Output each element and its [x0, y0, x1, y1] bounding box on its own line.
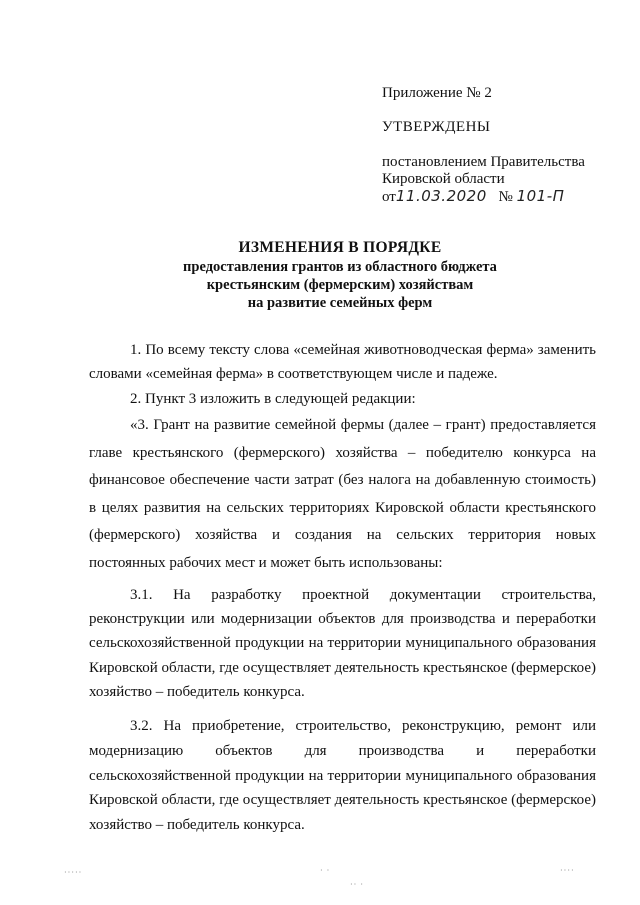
handwritten-number: 101-П: [516, 187, 565, 205]
date-prefix: от: [382, 189, 396, 205]
paragraph-3: «3. Грант на развитие семейной фермы (далее – грант) предоставляется главе крестьянского (фермерского) хозяйства – победителю конкурса на финансовое обеспечение части затрат (без налога на добавленную стоимость) в целях развития на сельских территориях Кировской области крестьянского (фермерского) хозяйства и создания на сельских территория новых постоянных рабочих мест и может быть использованы:: [89, 417, 596, 571]
scan-speck: ····: [560, 866, 575, 875]
decree-reference: [382, 154, 585, 206]
decree-line-2: Кировской области: [382, 171, 505, 187]
appendix-label: Приложение № 2: [382, 85, 492, 101]
paragraph-3-2: 3.2. На приобретение, строительство, реконструкцию, ремонт или модернизацию объектов для производства и переработки сельскохозяйственной продукции на территории муниципального образования Кировской области, где осуществляет деятельность крестьянское (фермерское) хозяйство – победитель конкурса.: [89, 718, 596, 834]
scan-speck: · ·: [320, 866, 331, 875]
paragraph-3-1: 3.1. На разработку проектной документации строительства, реконструкции или модернизации объектов для производства и переработки сельскохозяйственной продукции на территории муниципального образования Кировской области, где осуществляет деятельность крестьянское (фермерское) хозяйство – победитель конкурса.: [89, 587, 596, 700]
paragraph-1: 1. По всему тексту слова «семейная животноводческая ферма» заменить словами «семейная ферма» в соответствующем числе и падеже.: [89, 342, 596, 382]
title-line-4: на развитие семейных ферм: [247, 295, 433, 311]
handwritten-date: 11.03.2020: [395, 187, 487, 205]
scan-speck: ·····: [64, 868, 83, 877]
decree-date-line: [382, 188, 585, 206]
title-line-2: предоставления грантов из областного бюджета: [183, 259, 497, 275]
title-main: ИЗМЕНЕНИЯ В ПОРЯДКЕ: [238, 239, 442, 256]
document-title: [90, 238, 590, 312]
scan-speck: ·· ·: [350, 880, 364, 889]
document-body: [89, 338, 596, 838]
approved-label: УТВЕРЖДЕНЫ: [382, 119, 491, 135]
decree-line-1: постановлением Правительства: [382, 154, 585, 170]
paragraph-2: 2. Пункт 3 изложить в следующей редакции:: [130, 391, 416, 407]
number-sign: №: [498, 189, 513, 205]
title-line-3: крестьянским (фермерским) хозяйствам: [206, 277, 474, 293]
